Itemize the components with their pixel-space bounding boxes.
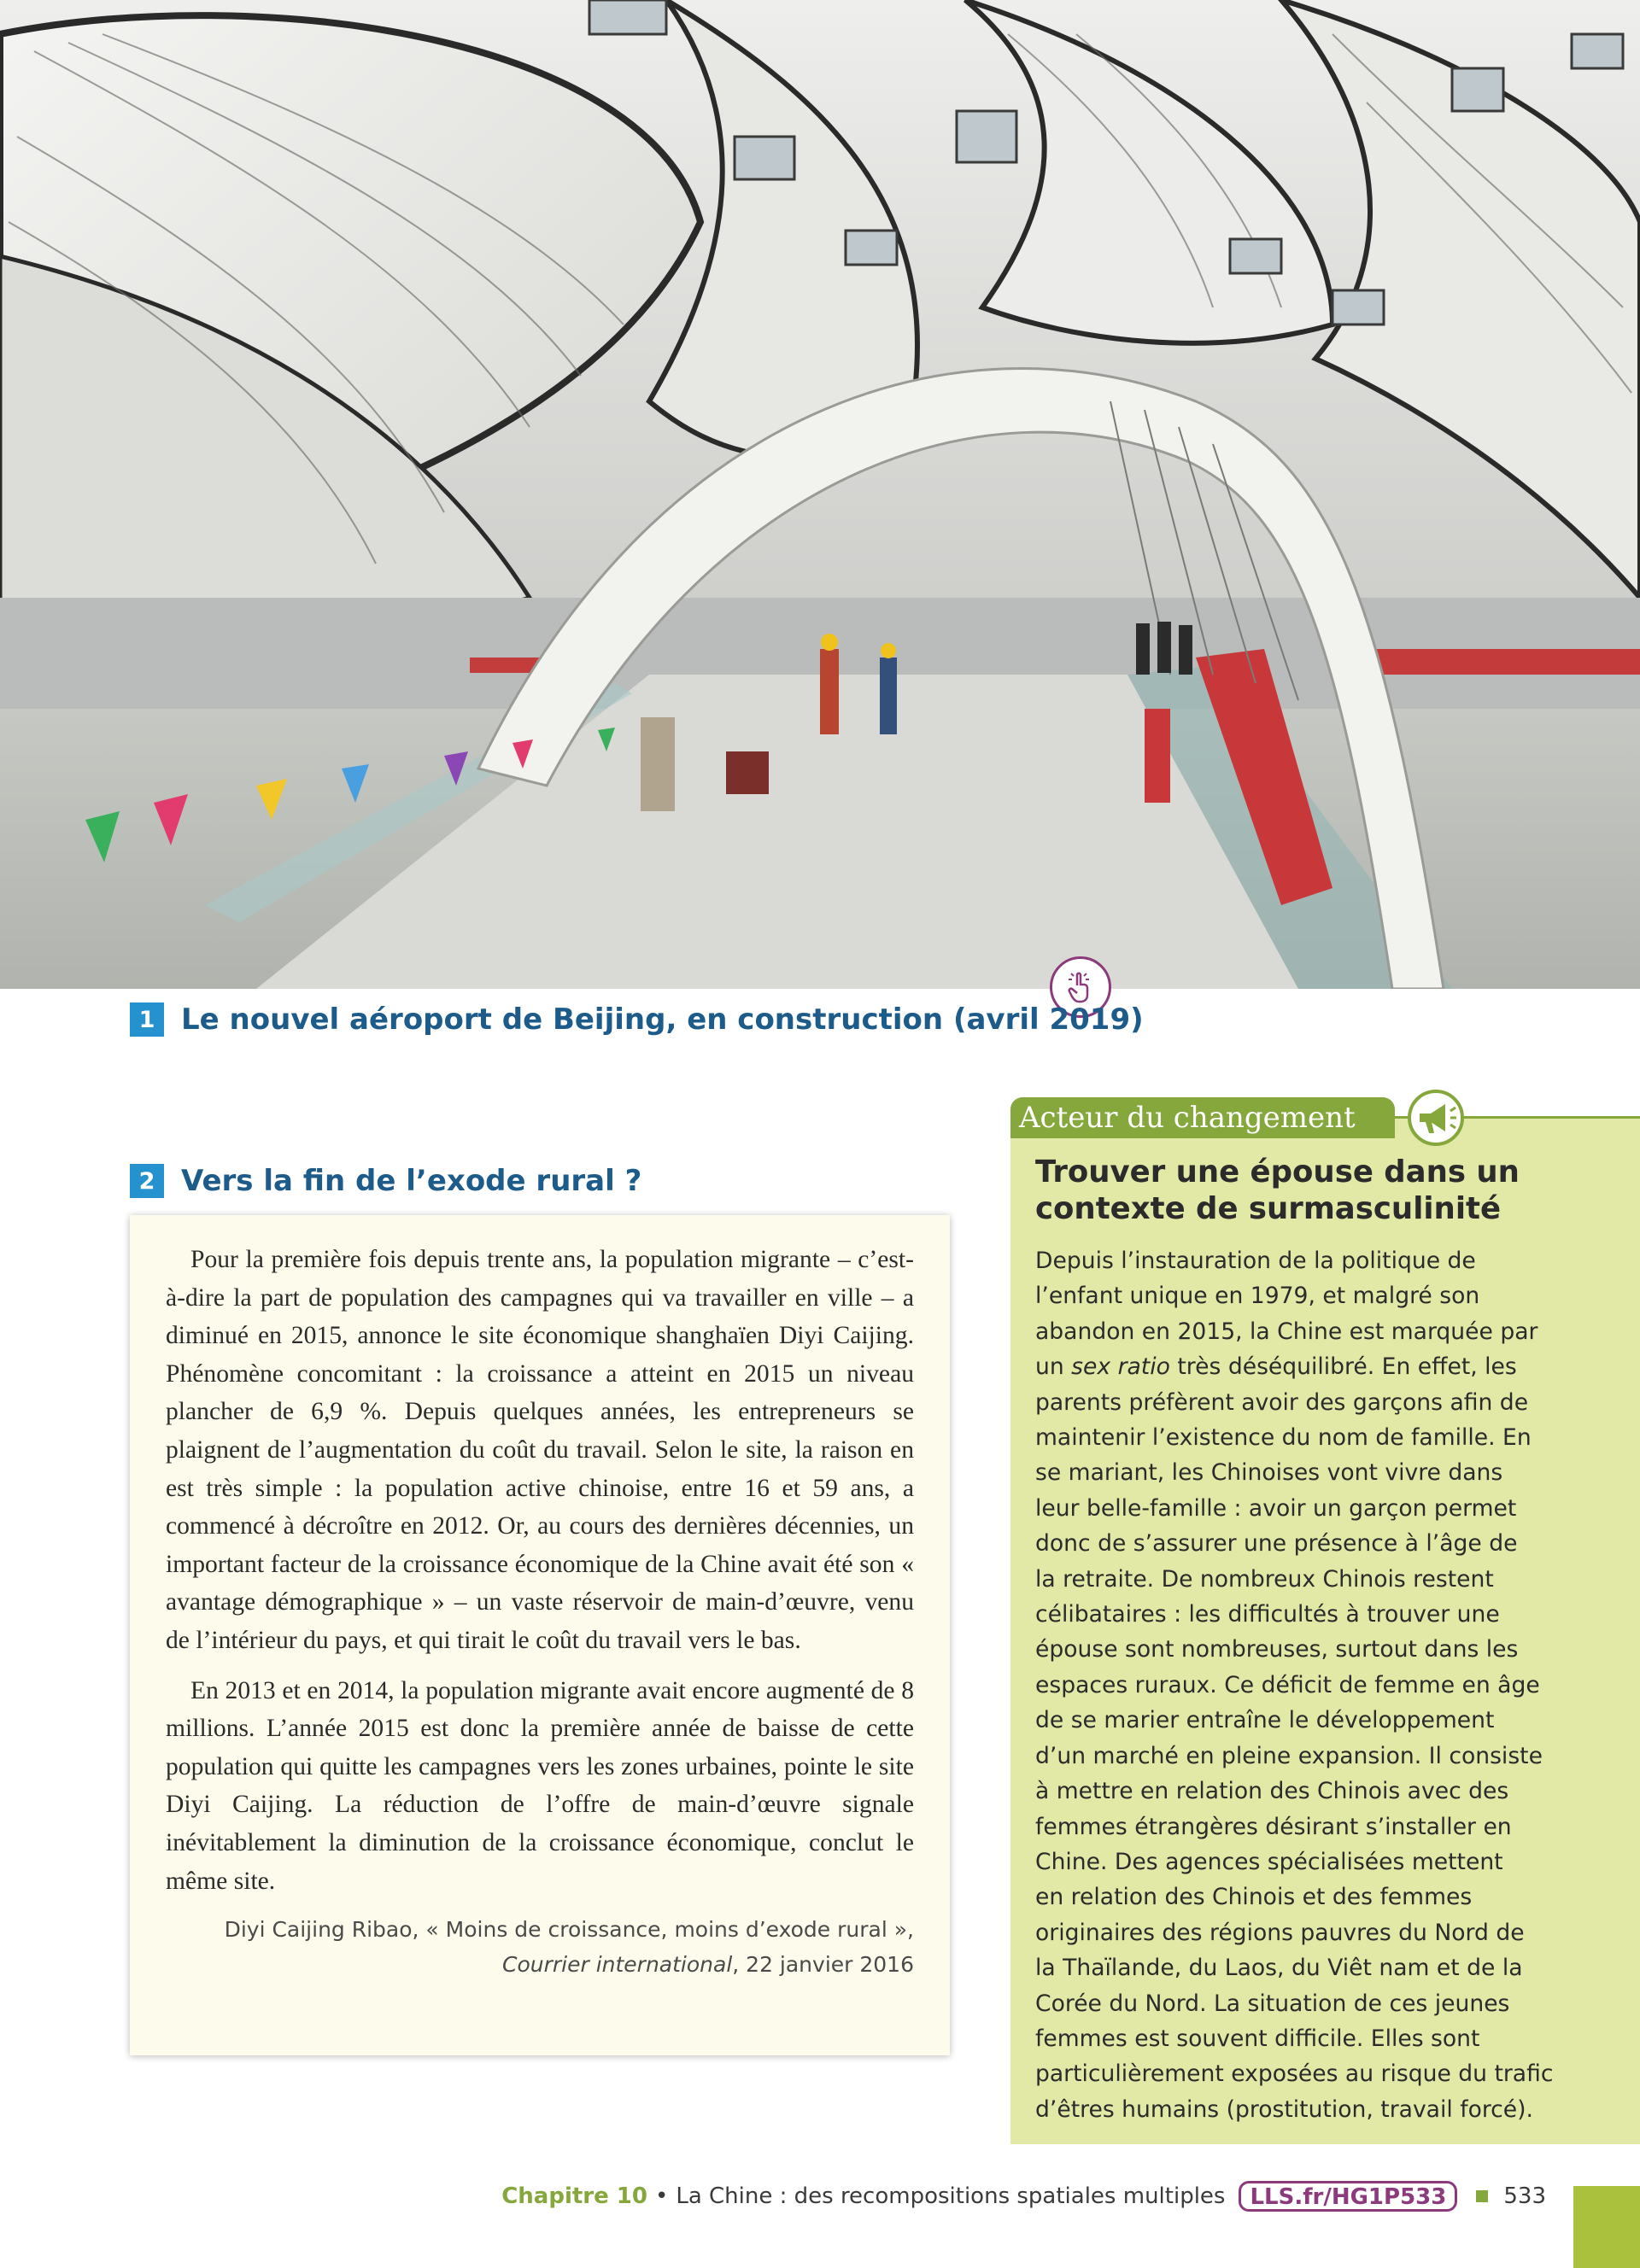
- footer-chapter: Chapitre 10: [501, 2183, 647, 2209]
- actor-line-13: espaces ruraux. Ce déficit de femme en âge: [1035, 1671, 1540, 1698]
- actor-line-2: l’enfant unique en 1979, et malgré son: [1035, 1283, 1480, 1310]
- actor-line-19: en relation des Chinois et des femmes: [1035, 1884, 1473, 1911]
- actor-line-12: épouse sont nombreuses, surtout dans les: [1035, 1636, 1519, 1663]
- actor-line-14: de se marier entraîne le développement: [1035, 1707, 1495, 1734]
- actor-line-24: particulièrement exposées au risque du trafic: [1035, 2060, 1554, 2088]
- source-publication: Courrier international: [501, 1952, 733, 1978]
- airport-photo: [0, 0, 1640, 989]
- doc2-paragraph-1: Pour la première fois depuis trente ans, la population migrante – c’est-à-dire la part de population des campagnes qui va travailler en ville – a diminué en 2015, annonce le site économique shanghaïen Diyi Caijing. Phénomène concomitant : la croissance a atteint en 2015 un niveau plancher de 6,9 %. Depuis quelques années, les entrepreneurs se plaignent de l’augmentation du coût du travail. Selon le site, la raison en est très simple : la population active chinoise, entre 16 et 59 ans, a commencé à décroître en 2012. Or, au cours des dernières décennies, un important facteur de la croissance économique de la Chine avait été son « avantage démographique » – un vaste réservoir de main-d’œuvre, venu de l’intérieur du pays, et qui tirait le coût du travail vers le bas.: [166, 1246, 914, 1654]
- megaphone-icon: [1403, 1089, 1468, 1147]
- actor-line-16: à mettre en relation des Chinois avec des: [1035, 1778, 1509, 1805]
- actor-line-5: parents préfèrent avoir des garçons afin de: [1035, 1388, 1529, 1416]
- actor-heading: [1035, 1154, 1616, 1227]
- actor-tag: Acteur du changement: [1010, 1097, 1395, 1138]
- doc2-title-text: Vers la fin de l’exode rural ?: [181, 1164, 642, 1198]
- page-footer: [501, 2179, 1546, 2213]
- actor-line-21: la Thaïlande, du Laos, du Viêt nam et de la: [1035, 1955, 1523, 1982]
- actor-line-20: originaires des régions pauvres du Nord de: [1035, 1919, 1525, 1946]
- footer-chapter-title: La Chine : des recompositions spatiales multiples: [676, 2183, 1226, 2209]
- actor-body: [1035, 1243, 1633, 2127]
- actor-line-10: la retraite. De nombreux Chinois restent: [1035, 1565, 1494, 1593]
- actor-line-25: d’êtres humains (prostitution, travail forcé).: [1035, 2096, 1533, 2123]
- actor-line-15: d’un marché en pleine expansion. Il consiste: [1035, 1742, 1543, 1769]
- actor-line-22: Corée du Nord. La situation de ces jeunes: [1035, 1990, 1510, 2017]
- actor-line-23: femmes est souvent difficile. Elles sont: [1035, 2025, 1480, 2052]
- actor-line-11: célibataires : les difficultés à trouver une: [1035, 1601, 1500, 1628]
- actor-line-1: Depuis l’instauration de la politique de: [1035, 1248, 1476, 1274]
- source-line-2: [166, 1947, 914, 1982]
- sex-ratio-term: sex ratio: [1071, 1353, 1170, 1381]
- doc1-title-text: Le nouvel aéroport de Beijing, en construction (avril 2019): [181, 1002, 1144, 1037]
- touch-hand-glyph: [1062, 968, 1099, 1006]
- actor-heading-line-1: Trouver une épouse dans un: [1035, 1154, 1520, 1190]
- footer-square-marker: [1476, 2190, 1488, 2202]
- doc2-title: [130, 1164, 641, 1198]
- page-corner-tab: [1573, 2186, 1640, 2268]
- actor-line-3: abandon en 2015, la Chine est marquée par: [1035, 1318, 1538, 1345]
- doc2-text-card: [130, 1215, 950, 2055]
- doc2-paragraph-2: En 2013 et en 2014, la population migrante avait encore augmenté de 8 millions. L’année 2015 est donc la première année de baisse de cette population qui quitte les campagnes vers les zones urbaines, pointe le site Diyi Caijing. La réduction de l’offre de main-d’œuvre signale inévitablement la diminution de la croissance économique, conclut le même site.: [166, 1676, 914, 1895]
- actor-line-7: se mariant, les Chinoises vont vivre dans: [1035, 1459, 1503, 1487]
- actor-line-4-rest: très déséquilibré. En effet, les: [1177, 1353, 1517, 1381]
- actor-heading-line-2: contexte de surmasculinité: [1035, 1191, 1502, 1226]
- lls-link[interactable]: LLS.fr/HG1P533: [1239, 2181, 1457, 2212]
- page-number: 533: [1503, 2183, 1546, 2209]
- actor-line-6: maintenir l’existence du nom de famille. En: [1035, 1424, 1532, 1452]
- megaphone-glyph: [1403, 1089, 1468, 1147]
- actor-line-17: femmes étrangères désirant s’installer en: [1035, 1813, 1512, 1840]
- doc2-number: 2: [130, 1164, 164, 1198]
- footer-separator: •: [654, 2183, 669, 2209]
- doc1-number: 1: [130, 1002, 164, 1037]
- actor-line-4: [1035, 1349, 1633, 1384]
- doc2-source: [166, 1912, 914, 1982]
- actor-line-8: leur belle-famille : avoir un garçon permet: [1035, 1494, 1517, 1522]
- actor-line-4-prefix: un: [1035, 1353, 1072, 1381]
- source-line-1: Diyi Caijing Ribao, « Moins de croissance, moins d’exode rural »,: [224, 1917, 914, 1943]
- actor-line-18: Chine. Des agences spécialisées mettent: [1035, 1848, 1503, 1875]
- source-date: , 22 janvier 2016: [732, 1952, 914, 1978]
- doc1-title: [130, 1002, 1144, 1037]
- actor-line-9: donc de s’assurer une présence à l’âge de: [1035, 1530, 1518, 1558]
- airport-illustration: [0, 0, 1640, 989]
